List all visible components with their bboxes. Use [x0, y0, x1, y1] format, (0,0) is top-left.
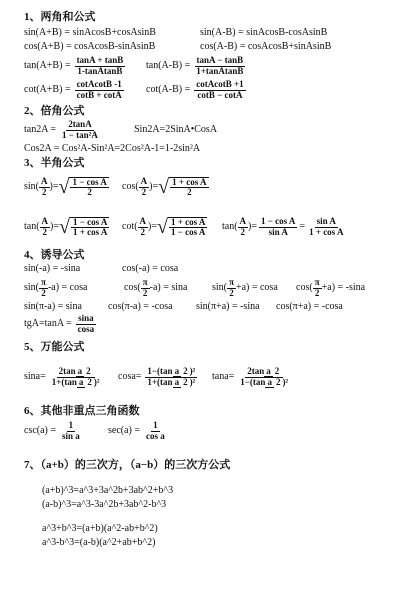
num: sin A: [316, 216, 336, 227]
cot-sum-numerator: cotAcotB -1: [76, 79, 122, 90]
tan-half-lhs: tan(: [24, 221, 40, 232]
sin-half-close: )=: [49, 181, 59, 192]
formula-cot-half: [122, 212, 207, 242]
tga-lhs: tgA=tanA =: [24, 318, 72, 329]
half-num: A: [239, 216, 247, 227]
tan-diff-numerator: tanA − tanB: [196, 55, 244, 66]
den: [238, 378, 290, 388]
tan2a-numerator: 2tanA: [68, 119, 92, 130]
sec-fraction: [144, 421, 167, 441]
formula-tan-half-alt: [222, 212, 345, 242]
formula-cube-diff: (a-b)^3=a^3-3a^2b+3ab^2-b^3: [42, 499, 167, 510]
cos-half-lhs: cos(: [122, 181, 139, 192]
formula-cos-pi-minus: cos(π-a) = -cosa: [108, 301, 173, 312]
t: 2tan: [58, 365, 76, 376]
cot-half-lhs: cot(: [122, 221, 138, 232]
tan-sum-fraction: [75, 56, 126, 76]
formula-diff-of-cubes: a^3-b^3=(a-b)(a^2+ab+b^2): [42, 537, 156, 548]
sqrt-icon: √: [157, 215, 169, 238]
half-den: 2: [141, 186, 147, 197]
cot-sum-fraction: [75, 80, 124, 100]
n: a: [266, 366, 271, 377]
a-over-2: [173, 378, 190, 387]
den: cos a: [146, 430, 165, 441]
cos-half-close: )=: [149, 181, 159, 192]
half-num: A: [139, 216, 147, 227]
sqrt-icon: √: [58, 175, 70, 198]
csc-fraction: [60, 421, 82, 441]
formula-universal-cos: [118, 356, 197, 398]
d: 2: [87, 376, 92, 387]
cot-half-close: )=: [148, 221, 158, 232]
n: a: [174, 376, 180, 387]
c: )²: [189, 365, 196, 376]
post: -a) = sina: [149, 282, 188, 293]
formula-tga: [24, 312, 96, 336]
d: 2: [86, 366, 91, 377]
cos-half-angle: [139, 177, 150, 197]
formula-sin-half: [24, 172, 109, 202]
tan-half-alt-frac1: [259, 217, 297, 237]
num: 1 − cos A: [261, 216, 296, 227]
formula-cos-sum: cos(A+B) = cosAcosB-sinAsinB: [24, 41, 156, 52]
den: 2: [41, 287, 46, 298]
lhs: sec(a) =: [108, 425, 141, 436]
section-2-title: 2、倍角公式: [24, 105, 85, 117]
den: sin A: [268, 226, 288, 237]
t: 1−(tan: [147, 365, 173, 376]
lhs: cosa=: [118, 371, 142, 382]
formula-cube-sum: (a+b)^3=a^3+3a^2b+3ab^2+b^3: [42, 485, 174, 496]
formula-sin-diff: sin(A-B) = sinAcosB-cosAsinB: [200, 27, 328, 38]
a-over-2: [76, 367, 93, 376]
a-over-2: [173, 367, 190, 376]
num: 1: [153, 420, 158, 431]
sin-half-sqrt: [58, 177, 108, 198]
n: a: [174, 366, 180, 377]
half-num: A: [140, 176, 148, 187]
tan2a-denominator: 1 − tan²A: [62, 129, 98, 140]
d: 2: [275, 376, 281, 387]
den: sin a: [62, 430, 80, 441]
post: +a) = cosa: [235, 282, 278, 293]
d: 2: [183, 366, 188, 377]
num: 1 − cos A: [73, 216, 108, 227]
cot-half-angle: [138, 217, 149, 237]
den: 2: [187, 187, 192, 197]
cot-half-sqrt: [157, 217, 207, 238]
den: cosa: [77, 323, 95, 334]
sin-half-fraction: [70, 178, 108, 198]
n: a: [78, 376, 84, 387]
cot-sum-lhs: cot(A+B) =: [24, 84, 71, 95]
den: 2: [87, 187, 92, 197]
cot-diff-lhs: cot(A-B) =: [146, 84, 191, 95]
cos-half-sqrt: [158, 177, 208, 198]
section-7-title: 7、（a+b）的三次方，（a−b）的三次方公式: [24, 459, 231, 471]
formula-cos-pi2-plus: [296, 276, 365, 300]
tan-half-alt-lhs: tan(: [222, 221, 238, 232]
lhs: sina=: [24, 371, 46, 382]
tan-sum-numerator: tanA + tanB: [76, 55, 124, 66]
c: )²: [93, 376, 100, 387]
universal-tan-fraction: [238, 367, 290, 387]
formula-cos-half: [122, 172, 209, 202]
formula-sin-pi2-plus: [212, 276, 278, 300]
pi-over-2: [141, 278, 150, 298]
d: 2: [274, 366, 280, 377]
tan-half-sqrt: [59, 217, 109, 238]
den: 2: [142, 287, 148, 298]
sqrt-icon: √: [158, 175, 170, 198]
section-3-title: 3、半角公式: [24, 157, 85, 169]
sin-half-angle: [39, 177, 50, 197]
formula-tan-sum: [24, 54, 125, 78]
formula-sin2a: Sin2A=2SinA•CosA: [134, 124, 218, 135]
num: 1: [68, 420, 74, 431]
sin-half-lhs: sin(: [24, 181, 39, 192]
half-den: 2: [42, 226, 48, 237]
den: 1 + cos A: [73, 227, 108, 237]
cot-half-fraction: [169, 218, 207, 238]
c: )²: [189, 376, 196, 387]
cot-sum-denominator: cotB + cotA: [76, 89, 122, 100]
num: π: [41, 277, 46, 288]
num: π: [314, 277, 320, 288]
formula-sin-pi-plus: sin(π+a) = -sina: [196, 301, 260, 312]
universal-cos-fraction: [145, 367, 197, 387]
half-den: 2: [42, 186, 47, 197]
post: +a) = -sina: [321, 282, 366, 293]
formula-tan-diff: [146, 54, 245, 78]
lhs: tana=: [212, 371, 235, 382]
half-den: 2: [140, 226, 146, 237]
section-6-title: 6、其他非重点三角函数: [24, 405, 140, 417]
half-num: A: [41, 216, 49, 227]
formula-csc: [24, 418, 82, 444]
tan-half-fraction: [71, 218, 109, 238]
tan-half-alt-frac2: [307, 217, 345, 237]
den: 1 + cos A: [309, 226, 344, 237]
tan2a-lhs: tan2A =: [24, 124, 57, 135]
section-4-title: 4、诱导公式: [24, 249, 85, 261]
formula-cot-diff: [146, 78, 246, 102]
formula-cos-diff: cos(A-B) = cosAcosB+sinAsinB: [200, 41, 332, 52]
num: 1 − cos A: [72, 176, 107, 187]
num: sina: [78, 313, 94, 324]
formula-sin-pi2-minus: [24, 276, 87, 300]
t: 1+(tan: [147, 376, 173, 387]
formula-cot-sum: [24, 78, 124, 102]
d: 2: [183, 376, 188, 387]
a-over-2: [264, 367, 281, 376]
den: 2: [229, 287, 234, 298]
formula-cos2a: Cos2A = Cos²A-Sin²A=2Cos²A-1=1-2sin²A: [24, 143, 201, 154]
den: 2: [314, 287, 320, 298]
formula-cos-neg: cos(-a) = cosa: [122, 263, 179, 274]
formula-universal-sin: [24, 356, 102, 398]
pi-over-2: [313, 278, 322, 298]
a-over-2: [265, 378, 282, 387]
formula-tan-half: [24, 212, 109, 242]
den: [145, 378, 197, 388]
den: [50, 378, 102, 388]
tan-half-alt-close: )=: [248, 221, 258, 232]
tan-sum-lhs: tan(A+B) =: [24, 60, 71, 71]
formula-tan2a: [24, 118, 100, 142]
den: 1 − cos A: [171, 227, 206, 237]
t: 2tan: [247, 365, 265, 376]
tan2a-fraction: [60, 120, 100, 140]
pi-over-2: [227, 278, 236, 298]
tan-diff-lhs: tan(A-B) =: [146, 60, 191, 71]
cos-half-fraction: [170, 178, 208, 198]
num: 1 + cos A: [172, 176, 207, 187]
tan-half-close: )=: [50, 221, 60, 232]
half-den: 2: [240, 226, 246, 237]
half-num: A: [41, 176, 48, 187]
tan-half-angle: [40, 217, 51, 237]
tan-diff-fraction: [194, 56, 245, 76]
tan-sum-denominator: 1-tanAtanB: [77, 65, 123, 76]
section-5-title: 5、万能公式: [24, 341, 85, 353]
num: π: [142, 277, 148, 288]
pre: cos(: [124, 282, 141, 293]
num: 1 + cos A: [171, 216, 206, 227]
sqrt-icon: √: [59, 215, 71, 238]
t: 1−(tan: [240, 376, 266, 387]
formula-sec: [108, 418, 167, 444]
pi-over-2: [39, 278, 48, 298]
section-1-title: 1、两角和公式: [24, 11, 96, 23]
pre: cos(: [296, 282, 313, 293]
formula-universal-tan: [212, 356, 290, 398]
equals-sign: =: [299, 221, 306, 232]
formula-sin-pi-minus: sin(π-a) = sina: [24, 301, 82, 312]
n: a: [267, 376, 272, 387]
lhs: csc(a) =: [24, 425, 57, 436]
post: -a) = cosa: [47, 282, 88, 293]
formula-sin-sum: sin(A+B) = sinAcosB+cosAsinB: [24, 27, 156, 38]
num: π: [229, 277, 234, 288]
tga-fraction: [76, 314, 97, 334]
pre: sin(: [24, 282, 39, 293]
c: )²: [282, 376, 289, 387]
tan-diff-denominator: 1+tanAtanB: [196, 65, 244, 76]
cot-diff-fraction: [194, 80, 245, 100]
tan-half-alt-angle: [238, 217, 249, 237]
formula-sin-neg: sin(-a) = -sina: [24, 263, 81, 274]
formula-sum-of-cubes: a^3+b^3=(a+b)(a^2-ab+b^2): [42, 523, 158, 534]
n: a: [77, 366, 83, 377]
universal-sin-fraction: [50, 367, 102, 387]
pre: sin(: [212, 282, 227, 293]
cot-diff-denominator: cotB − cotA: [197, 89, 243, 100]
cot-diff-numerator: cotAcotB +1: [196, 79, 244, 90]
formula-cos-pi-plus: cos(π+a) = -cosa: [276, 301, 343, 312]
a-over-2: [77, 378, 94, 387]
t: 1+(tan: [51, 376, 77, 387]
formula-cos-pi2-minus: [124, 276, 187, 300]
